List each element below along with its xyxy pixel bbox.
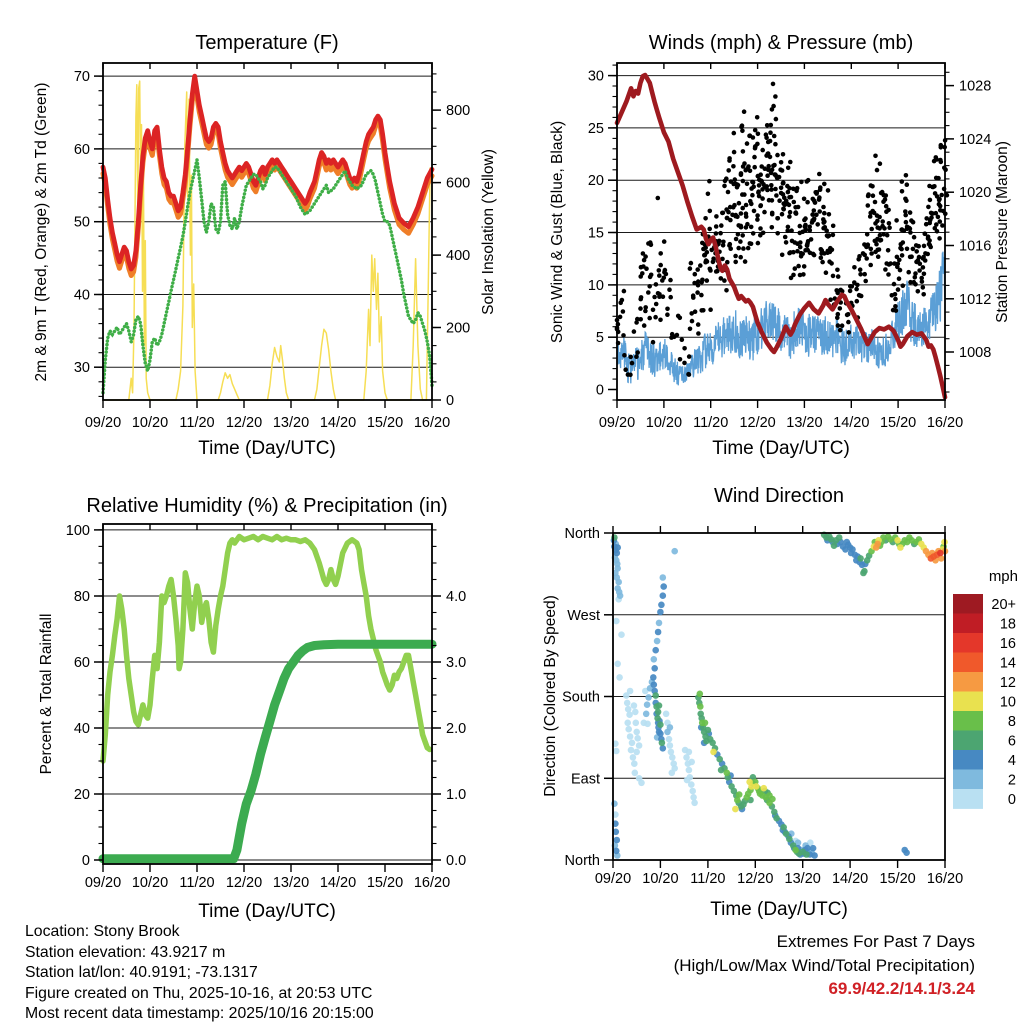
most-recent-data-timestamp: Most recent data timestamp: 2025/10/16 20:15:00 [25,1005,374,1022]
direction-xaxis-label: Time (Day/UTC) [710,899,848,920]
svg-text:80: 80 [73,589,90,605]
extremes-title: Extremes For Past 7 Days [776,932,975,951]
wind_direction-axes [562,526,963,887]
svg-text:40: 40 [73,721,90,737]
svg-text:15/20: 15/20 [366,875,404,891]
svg-text:16/20: 16/20 [413,875,451,891]
svg-text:10: 10 [999,694,1016,711]
wind-direction-panel-title: Wind Direction [713,485,845,507]
svg-text:40: 40 [73,287,90,304]
station-latlon: Station lat/lon: 40.9191; -73.1317 [25,964,258,981]
svg-text:East: East [570,771,600,788]
svg-text:14/20: 14/20 [319,415,357,431]
svg-text:30: 30 [73,360,90,377]
svg-text:11/20: 11/20 [693,415,729,431]
svg-text:West: West [567,607,600,624]
winds-pressure-panel-title: Winds (mph) & Pressure (mb) [648,32,914,54]
svg-text:1008: 1008 [959,345,992,361]
wind-left-axis-label: Sonic Wind & Gust (Blue, Black) [549,120,566,344]
svg-text:0: 0 [446,393,455,409]
rh_precip-panel [103,530,432,860]
svg-text:13/20: 13/20 [784,871,821,887]
winds-xaxis-label: Time (Day/UTC) [712,438,850,459]
svg-text:North: North [564,526,600,542]
svg-text:14/20: 14/20 [319,875,357,891]
extremes-values: 69.9/42.2/14.1/3.24 [828,979,975,998]
svg-text:10: 10 [587,277,604,294]
temperature-panel-title: Temperature (F) [195,32,339,54]
svg-text:13/20: 13/20 [272,875,310,891]
speed-colorbar [953,594,1016,809]
station-elevation: Station elevation: 43.9217 m [25,943,226,961]
svg-text:15: 15 [587,225,604,242]
svg-text:16: 16 [999,635,1016,652]
svg-text:1012: 1012 [959,291,992,308]
svg-text:North: North [564,853,600,869]
rh_precip-axes [66,523,466,891]
station-info-block [25,922,374,1024]
extremes-block [674,930,975,1001]
temperature-xaxis-label: Time (Day/UTC) [198,438,336,459]
svg-text:50: 50 [73,214,90,231]
svg-text:800: 800 [446,103,471,120]
percent-rainfall-axis-label: Percent & Total Rainfall [38,613,55,775]
wind_direction-panel [611,532,949,859]
svg-text:10/20: 10/20 [131,875,169,891]
svg-text:16/20: 16/20 [926,871,964,887]
svg-text:12/20: 12/20 [225,875,263,891]
svg-text:12/20: 12/20 [737,871,774,887]
svg-text:10/20: 10/20 [645,415,683,431]
winds_pressure-panel [615,75,950,397]
svg-text:2.0: 2.0 [446,721,467,737]
svg-text:1028: 1028 [959,78,992,95]
svg-text:13/20: 13/20 [272,415,310,431]
rh-precip-panel-title: Relative Humidity (%) & Precipitation (in) [86,495,448,517]
svg-text:0: 0 [595,382,604,399]
colorbar-units-label: mph [988,568,1018,585]
svg-text:14: 14 [999,655,1016,672]
svg-text:12: 12 [999,674,1016,691]
svg-text:14/20: 14/20 [833,415,870,431]
svg-text:100: 100 [65,522,90,539]
svg-text:4: 4 [1007,752,1016,769]
pressure-right-axis-label: Station Pressure (Maroon) [994,141,1011,323]
svg-text:20: 20 [73,787,90,803]
svg-text:16/20: 16/20 [926,415,964,431]
svg-text:60: 60 [73,655,90,671]
svg-text:1.0: 1.0 [446,787,467,803]
svg-text:13/20: 13/20 [786,415,823,431]
svg-text:15/20: 15/20 [366,415,404,431]
svg-text:600: 600 [446,175,471,192]
svg-text:25: 25 [587,120,604,137]
svg-text:200: 200 [446,320,471,337]
svg-text:16/20: 16/20 [413,415,451,431]
svg-text:8: 8 [1007,713,1016,730]
svg-text:1016: 1016 [959,238,992,255]
svg-text:60: 60 [73,141,90,158]
svg-text:6: 6 [1007,733,1016,750]
svg-text:09/20: 09/20 [598,415,636,431]
svg-text:3.0: 3.0 [446,655,467,671]
temperature-left-axis-label: 2m & 9m T (Red, Orange) & 2m Td (Green) [33,82,50,382]
svg-text:11/20: 11/20 [179,875,215,891]
extremes-subtitle: (High/Low/Max Wind/Total Precipitation) [673,955,975,975]
svg-text:14/20: 14/20 [831,871,869,887]
svg-text:0: 0 [81,853,90,869]
figure-created-timestamp: Figure created on Thu, 2025-10-16, at 20:53 UTC [25,984,373,1002]
svg-text:0.0: 0.0 [446,853,467,869]
svg-text:18: 18 [999,616,1016,633]
svg-text:4.0: 4.0 [446,589,467,605]
svg-text:20: 20 [587,173,604,190]
svg-text:20+: 20+ [991,596,1016,613]
svg-text:400: 400 [446,248,471,265]
svg-text:5: 5 [595,330,604,347]
svg-text:11/20: 11/20 [690,871,726,887]
svg-text:09/20: 09/20 [84,415,122,431]
svg-text:0: 0 [1007,791,1016,808]
station-location: Location: Stony Brook [25,923,180,940]
svg-text:09/20: 09/20 [84,875,122,891]
svg-text:15/20: 15/20 [879,871,916,887]
svg-text:09/20: 09/20 [594,871,632,887]
solar-right-axis-label: Solar Insolation (Yellow) [480,149,497,315]
svg-text:15/20: 15/20 [879,415,917,431]
svg-text:1020: 1020 [959,185,992,202]
svg-text:30: 30 [587,68,604,85]
svg-text:1024: 1024 [959,131,992,148]
svg-text:12/20: 12/20 [225,415,263,431]
svg-text:10/20: 10/20 [131,415,169,431]
svg-text:South: South [562,689,600,706]
svg-text:70: 70 [73,69,90,86]
direction-axis-label: Direction (Colored By Speed) [542,595,559,797]
svg-text:12/20: 12/20 [739,415,776,431]
svg-text:11/20: 11/20 [179,415,215,431]
temperature-panel [103,76,432,400]
svg-text:2: 2 [1007,772,1016,789]
svg-text:10/20: 10/20 [642,871,679,887]
rh-xaxis-label: Time (Day/UTC) [198,901,336,922]
